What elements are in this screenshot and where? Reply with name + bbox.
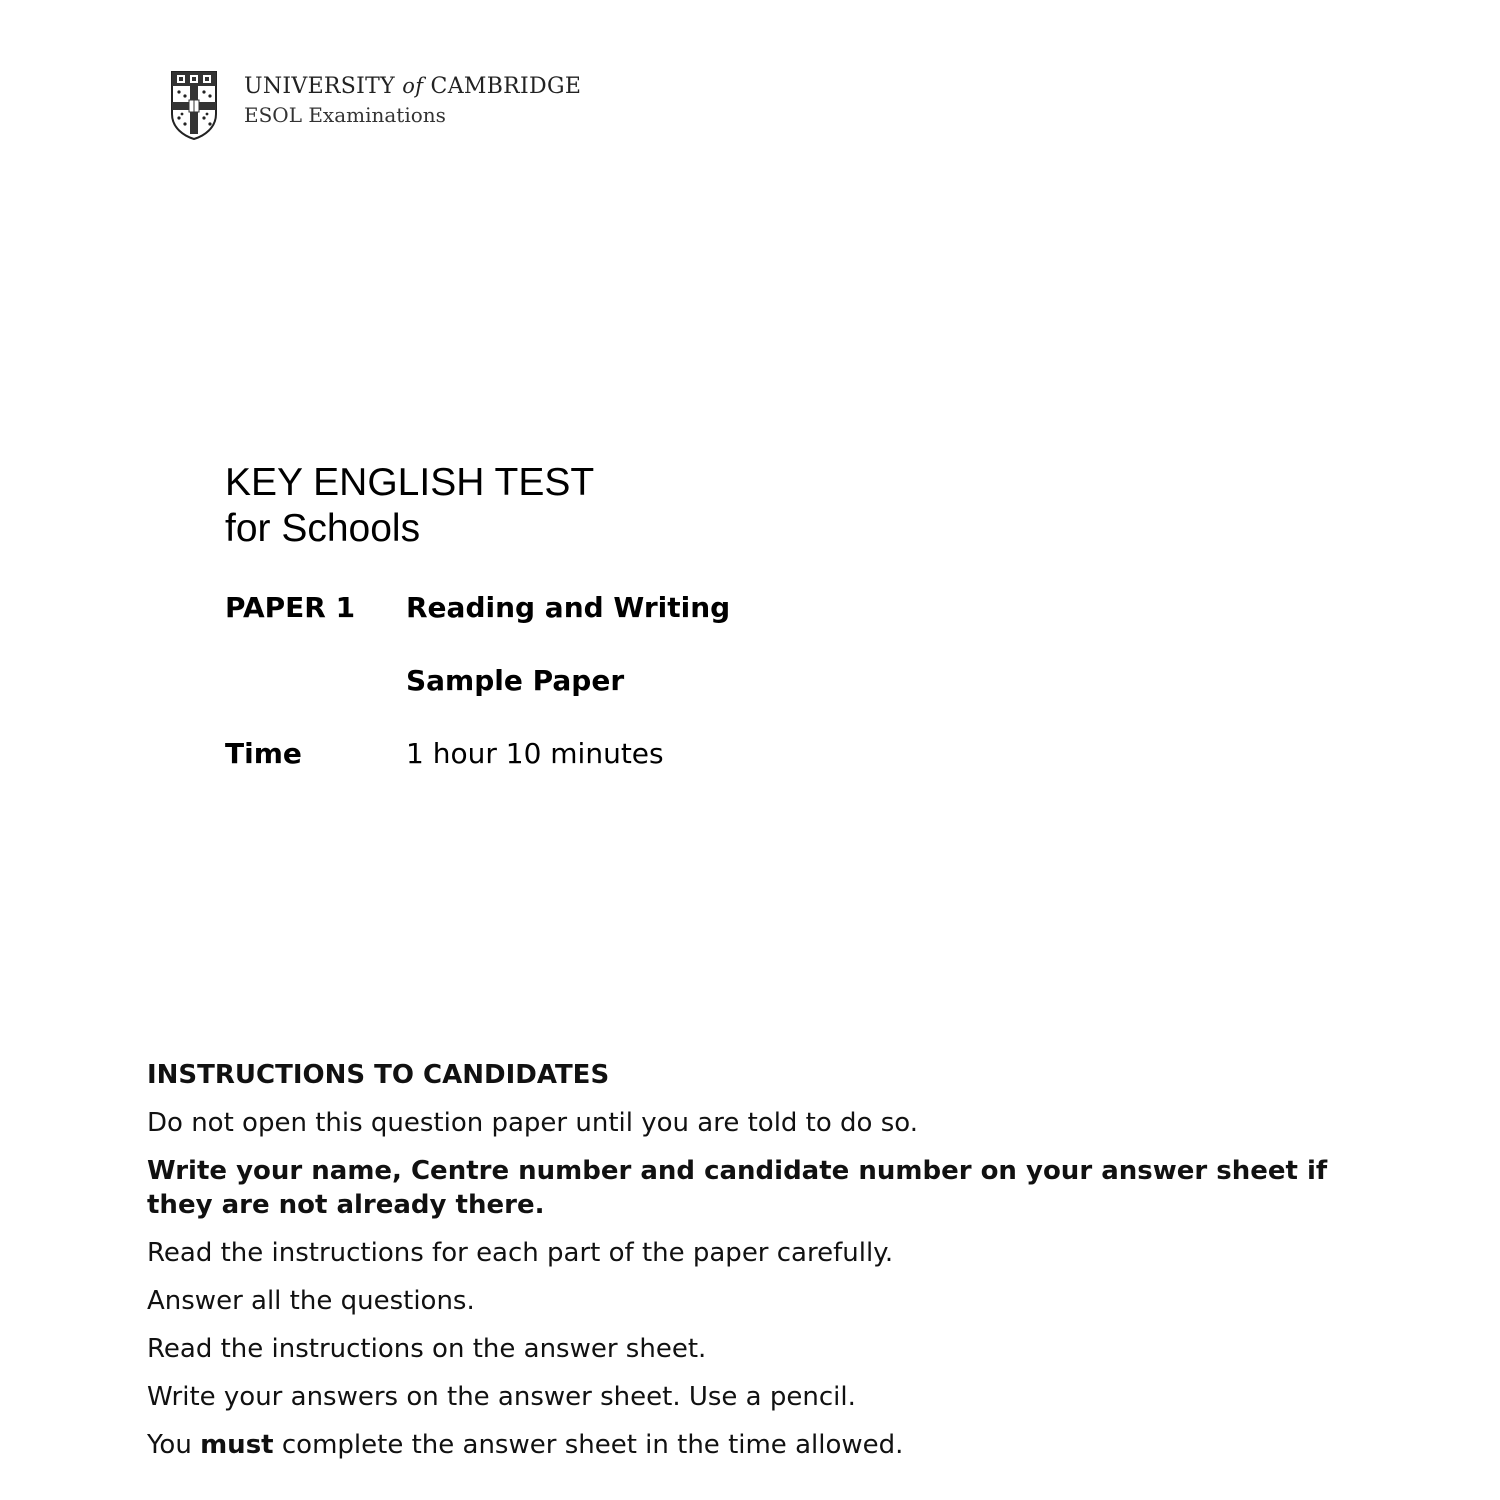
university-logo	[170, 70, 581, 140]
instruction-line-2: Write your name, Centre number and candidate number on your answer sheet if they are not already there.	[147, 1156, 1328, 1220]
exam-title	[225, 460, 594, 552]
instruction-line-4: Answer all the questions.	[147, 1286, 475, 1316]
instruction-line-1: Do not open this question paper until you are told to do so.	[147, 1108, 918, 1138]
title-line-2: for Schools	[225, 507, 421, 550]
instructions-section	[147, 1058, 1367, 1476]
university-crest-icon	[170, 70, 218, 140]
instruction-line-3: Read the instructions for each part of the paper carefully.	[147, 1238, 894, 1268]
emphasis-must: must	[200, 1430, 274, 1460]
esol-subtitle: ESOL Examinations	[244, 103, 446, 127]
sample-paper-label: Sample Paper	[406, 664, 625, 697]
university-name: UNIVERSITY of CAMBRIDGE	[244, 74, 582, 99]
time-label: Time	[225, 737, 302, 770]
title-line-1: KEY ENGLISH TEST	[225, 461, 595, 504]
instruction-line-5: Read the instructions on the answer sheet.	[147, 1334, 707, 1364]
instructions-heading: INSTRUCTIONS TO CANDIDATES	[147, 1060, 610, 1090]
instruction-line-7: You must complete the answer sheet in the time allowed.	[147, 1430, 904, 1460]
paper-label: PAPER 1	[225, 591, 356, 624]
paper-value: Reading and Writing	[406, 591, 731, 624]
time-value: 1 hour 10 minutes	[406, 737, 664, 770]
instruction-line-6: Write your answers on the answer sheet. Use a pencil.	[147, 1382, 856, 1412]
logo-text	[244, 72, 581, 129]
